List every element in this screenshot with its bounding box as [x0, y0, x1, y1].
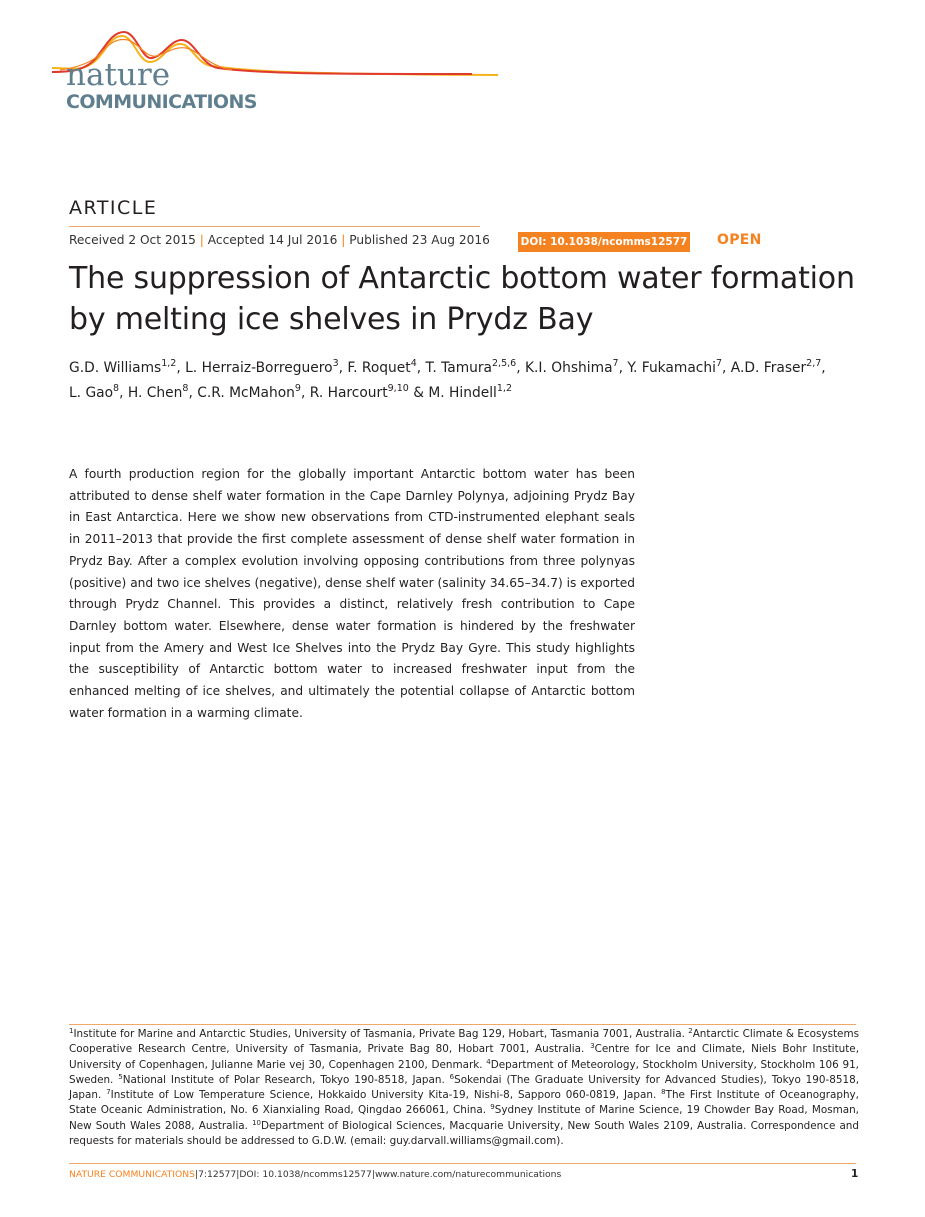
- footer-rule: [69, 1163, 856, 1164]
- author-name: G.D. Williams: [69, 360, 162, 376]
- author-name: K.I. Ohshima: [524, 360, 613, 376]
- article-title: The suppression of Antarctic bottom water formation by melting ice shelves in Prydz Bay: [69, 261, 855, 337]
- doi-badge[interactable]: DOI: 10.1038/ncomms12577: [518, 232, 690, 252]
- affiliation-number: 7: [106, 1088, 111, 1097]
- affiliation-text: Institute of Low Temperature Science, Hokkaido University Kita-19, Nishi-8, Sapporo 060-0819, Japan.: [110, 1089, 657, 1102]
- author-list: G.D. Williams$^{1,2}$, L. Herraiz-Borreguero$^3$, F. Roquet$^4$, T. Tamura$^{2,5,6}$, K.I. Ohshima$^7$, Y. Fukamachi$^7$, A.D. Fraser$^{2,7}$, L. Gao$^8$, H. Chen$^8$, C.R. McMahon$^9$, R. Harcourt$^{9,10}$ & M. Hindell$^{1,2}$: [69, 358, 826, 401]
- affiliation-text: Centre for Ice and Climate, Niels Bohr Institute, University of Copenhagen, Julianne Marie vej 30, Copenhagen 2100, Denmark.: [69, 1043, 860, 1071]
- affiliation-number: 8: [661, 1088, 666, 1097]
- logo-nature-text: nature: [66, 57, 171, 93]
- footer-sep: |: [371, 1169, 375, 1180]
- affiliation-number: 2: [688, 1027, 693, 1035]
- footer-volume: 7:12577: [198, 1169, 237, 1180]
- article-type-label: ARTICLE: [69, 197, 158, 219]
- author-affiliation: 7: [612, 358, 619, 369]
- footer-doi: DOI: 10.1038/ncomms12577: [239, 1169, 372, 1180]
- footer-journal: NATURE COMMUNICATIONS: [69, 1169, 195, 1180]
- open-access-label: OPEN: [717, 232, 762, 248]
- published-date: Published 23 Aug 2016: [349, 233, 490, 247]
- author-name: C.R. McMahon: [197, 385, 295, 401]
- correspondence-note: Correspondence and requests for materials should be addressed to G.D.W. (email: guy.darvall.williams@gmail.com).: [69, 1119, 859, 1148]
- author-affiliation: 1,2: [496, 383, 512, 394]
- affiliation-number: 10: [252, 1118, 262, 1127]
- affiliation-text: Sokendai (The Graduate University for Advanced Studies), Tokyo 190-8518, Japan.: [69, 1073, 860, 1102]
- author-affiliation: 9: [294, 383, 301, 394]
- footer-sep: |: [236, 1169, 240, 1180]
- footer-sep: |: [194, 1169, 199, 1180]
- author-name: M. Hindell: [428, 385, 497, 401]
- author-conjunction: &: [413, 385, 424, 401]
- author-affiliation: 2,7: [806, 358, 822, 369]
- author-affiliation: 9,10: [387, 383, 409, 394]
- author-name: L. Herraiz-Borreguero: [185, 360, 333, 376]
- author-affiliation: 2,5,6: [492, 358, 517, 369]
- author-affiliation: 7: [715, 358, 722, 369]
- author-name: T. Tamura: [425, 360, 493, 376]
- author-affiliation: 8: [182, 383, 189, 394]
- affiliation-text: Institute for Marine and Antarctic Studies, University of Tasmania, Private Bag 129, Hobart, Tasmania 7001, Australia.: [73, 1028, 685, 1040]
- affiliation-text: Antarctic Climate & Ecosystems Cooperative Research Centre, University of Tasmania, Private Bag 80, Hobart 7001, Australia.: [69, 1028, 859, 1056]
- header-rule: [69, 226, 480, 227]
- affiliation-text: Sydney Institute of Marine Science, 19 Chowder Bay Road, Mosman, New South Wales 2088, Australia.: [69, 1104, 859, 1132]
- affiliation-text: The First Institute of Oceanography, State Oceanic Administration, No. 6 Xianxialing Road, Qingdao 266061, China.: [69, 1089, 859, 1117]
- footnote-rule: [69, 1024, 856, 1025]
- affiliation-number: 1: [69, 1027, 74, 1035]
- author-name: Y. Fukamachi: [627, 360, 716, 376]
- received-date: Received 2 Oct 2015: [69, 233, 196, 247]
- affiliation-text: Department of Meteorology, Stockholm University, Stockholm 106 91, Sweden.: [69, 1058, 859, 1086]
- date-separator: |: [341, 233, 346, 247]
- date-separator: |: [199, 233, 204, 247]
- footer-url[interactable]: www.nature.com/naturecommunications: [374, 1169, 562, 1180]
- author-affiliation: 3: [332, 358, 339, 369]
- author-affiliation: 8: [113, 383, 120, 394]
- author-name: F. Roquet: [347, 360, 411, 376]
- abstract: A fourth production region for the globally important Antarctic bottom water has been attributed to dense shelf water formation in the Cape Darnley Polynya, adjoining Prydz Bay in East Antarctica. Here we show new observations from CTD-instrumented elephant seals in 2011–2013 that provide the first complete assessment of dense shelf water formation in Prydz Bay. After a complex evolution involving opposing contributions from three polynyas (positive) and two ice shelves (negative), dense shelf water (salinity 34.65–34.7) is exported through Prydz Channel. This provides a distinct, relatively fresh contribution to Cape Darnley bottom water. Elsewhere, dense water formation is hindered by the freshwater input from the Amery and West Ice Shelves into the Prydz Bay Gyre. This study highlights the susceptibility of Antarctic bottom water to increased freshwater input from the enhanced melting of ice shelves, and ultimately the potential collapse of Antarctic bottom water formation in a warming climate.: [69, 467, 635, 720]
- page-footer: [69, 1170, 561, 1179]
- author-name: A.D. Fraser: [730, 360, 807, 376]
- author-name: L. Gao: [69, 385, 114, 401]
- author-affiliation: 4: [410, 358, 417, 369]
- affiliation-text: National Institute of Polar Research, Tokyo 190-8518, Japan.: [122, 1073, 445, 1086]
- publication-dates: [69, 234, 490, 246]
- affiliations: [69, 1027, 859, 1149]
- affiliation-number: 9: [490, 1103, 495, 1112]
- affiliation-number: 5: [118, 1072, 123, 1081]
- affiliation-number: 3: [590, 1042, 595, 1051]
- affiliation-number: 6: [449, 1072, 455, 1081]
- accepted-date: Accepted 14 Jul 2016: [207, 233, 338, 247]
- author-name: R. Harcourt: [309, 385, 388, 401]
- author-name: H. Chen: [127, 385, 183, 401]
- logo-communications-text: COMMUNICATIONS: [66, 91, 257, 113]
- affiliation-text: Department of Biological Sciences, Macquarie University, New South Wales 2109, Australia.: [261, 1119, 747, 1132]
- author-affiliation: 1,2: [161, 358, 177, 369]
- page-number: 1: [851, 1168, 859, 1180]
- affiliation-number: 4: [486, 1057, 491, 1066]
